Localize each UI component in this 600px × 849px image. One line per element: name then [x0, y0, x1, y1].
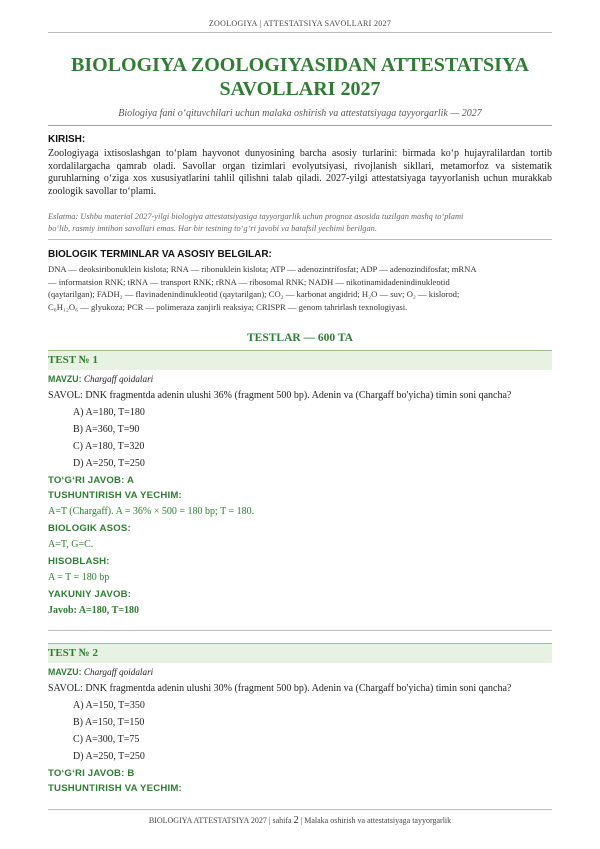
test-2-question: SAVOL: DNK fragmentda adenin ulushi 30% (fragment 500 bp). Adenin va (Chargaff bo'yicha) timin soni qancha?: [48, 683, 512, 694]
title-line-2: SAVOLLARI 2027: [219, 78, 381, 100]
test-1-option-b: B) A=360, T=90: [73, 424, 140, 435]
topic-value: Chargaff qoidalari: [83, 374, 154, 384]
test-1-final-answer: Javob: A=180, T=180: [48, 605, 139, 616]
test-1-correct-answer: TO‘G‘RI JAVOB: A: [48, 475, 135, 486]
intro-note-line-1: Eslatma: Ushbu material 2027-yilgi biologiya attestatsiyasiga tayyorgarlik uchun prognoz asosida tuzilgan mashq to‘plami: [48, 212, 464, 221]
test-1-option-a: A) A=180, T=180: [73, 407, 145, 418]
test-1-divider: [48, 630, 552, 631]
footer-divider: [48, 809, 552, 810]
test-1-explanation-heading: TUSHUNTIRISH VA YECHIM:: [48, 490, 182, 501]
intro-heading: KIRISH:: [48, 134, 86, 145]
test-2-option-a: A) A=150, T=350: [73, 700, 145, 711]
test-1-calc-heading: HISOBLASH:: [48, 556, 110, 567]
intro-note-line-2: bo‘lib, rasmiy imtihon savollari emas. Har bir testning to‘g‘ri javobi va batafsil yechimi berilgan.: [48, 224, 377, 233]
test-1-final-heading: YAKUNIY JAVOB:: [48, 589, 132, 600]
test-1-basis-heading: BIOLOGIK ASOS:: [48, 523, 131, 534]
title-line-1: BIOLOGIYA ZOOLOGIYASIDAN ATTESTATSIYA: [71, 54, 529, 76]
topic-label: MAVZU:: [48, 374, 82, 384]
document-subtitle: Biologiya fani o‘qituvchilari uchun malaka oshirish va attestatsiyaga tayyorgarlik — 2027: [118, 108, 482, 119]
footer-left: BIOLOGIYA ATTESTATSIYA 2027: [148, 816, 267, 825]
test-2-topic: [48, 667, 153, 677]
terms-line-3: (qaytarilgan); FADH₂ — flavinadenindinukleotid (qaytarilgan); CO₂ — karbonat angidrid; H₂O — suv; O₂ — kislorod;: [48, 289, 460, 300]
test-2-option-c: C) A=300, T=75: [73, 734, 140, 745]
running-header: ZOOLOGIYA | ATTESTATSIYA SAVOLLARI 2027: [208, 19, 392, 28]
footer-separator: |: [268, 816, 271, 825]
test-1-label: TEST № 1: [48, 354, 98, 366]
test-2-explanation-heading: TUSHUNTIRISH VA YECHIM:: [48, 783, 182, 794]
document-title: [48, 53, 552, 101]
intro-divider: [48, 239, 552, 240]
intro-text: Zoologiyaga ixtisoslashgan to‘plam hayvonot dunyosining barcha asosiy turlarini: birmada ko‘p hujayralilardan tortib xordalilargacha qamrab oladi. Savollar organ tizimlari evolyutsiyasi, rivojlanish sikllari, metamorfoz va sistematik guruhlarning o‘ziga xos xususiyatlarini tahlil qilishni talab qiladi. 2027-yilgi attestatsiyaga tayyorlanish uchun murakkab zoologik savollar to‘plami.: [48, 148, 552, 197]
subtitle-divider: [48, 125, 552, 126]
header-divider: [48, 32, 552, 33]
test-1-explanation: A=T (Chargaff). A = 36% × 500 = 180 bp; T = 180.: [48, 506, 255, 517]
terms-line-4: C₆H₁₂O₆ — glyukoza; PCR — polimeraza zanjirli reaksiya; CRISPR — genom tahrirlash texnologiyasi.: [48, 301, 408, 312]
topic-label: MAVZU:: [48, 667, 82, 677]
terms-line-2: — informatsion RNK; tRNA — transport RNK; rRNA — ribosomal RNK; NADH — nikotinamidadenindinukleotid: [48, 276, 450, 287]
test-1-calc: A = T = 180 bp: [48, 572, 110, 583]
test-1-option-c: C) A=180, T=320: [73, 441, 145, 452]
footer-separator: |: [300, 816, 303, 825]
footer-page-word: sahifa: [272, 816, 292, 825]
terms-heading: BIOLOGIK TERMINLAR VA ASOSIY BELGILAR:: [48, 249, 272, 260]
test-1-question: SAVOL: DNK fragmentda adenin ulushi 36% (fragment 500 bp). Adenin va (Chargaff bo'yicha) timin soni qancha?: [48, 390, 512, 401]
test-2-header: [48, 643, 552, 663]
test-2-option-b: B) A=150, T=150: [73, 717, 145, 728]
tests-heading: TESTLAR — 600 TA: [247, 332, 353, 344]
page-number: 2: [293, 815, 299, 826]
page-footer: [48, 815, 552, 826]
test-2-correct-answer: TO‘G‘RI JAVOB: B: [48, 768, 135, 779]
test-1-basis: A=T, G=C.: [48, 539, 94, 550]
test-2-option-d: D) A=250, T=250: [73, 751, 145, 762]
test-1-option-d: D) A=250, T=250: [73, 458, 145, 469]
test-2-label: TEST № 2: [48, 647, 98, 659]
terms-list: [48, 263, 552, 313]
terms-line-1: DNA — deoksiribonuklein kislota; RNA — ribonuklein kislota; ATP — adenozintrifosfat; ADP — adenozindifosfat; mRNA: [48, 264, 477, 274]
topic-value: Chargaff qoidalari: [83, 667, 154, 677]
test-1-topic: [48, 374, 153, 384]
test-1-header: [48, 350, 552, 370]
footer-right: Malaka oshirish va attestatsiyaga tayyorgarlik: [304, 816, 452, 825]
